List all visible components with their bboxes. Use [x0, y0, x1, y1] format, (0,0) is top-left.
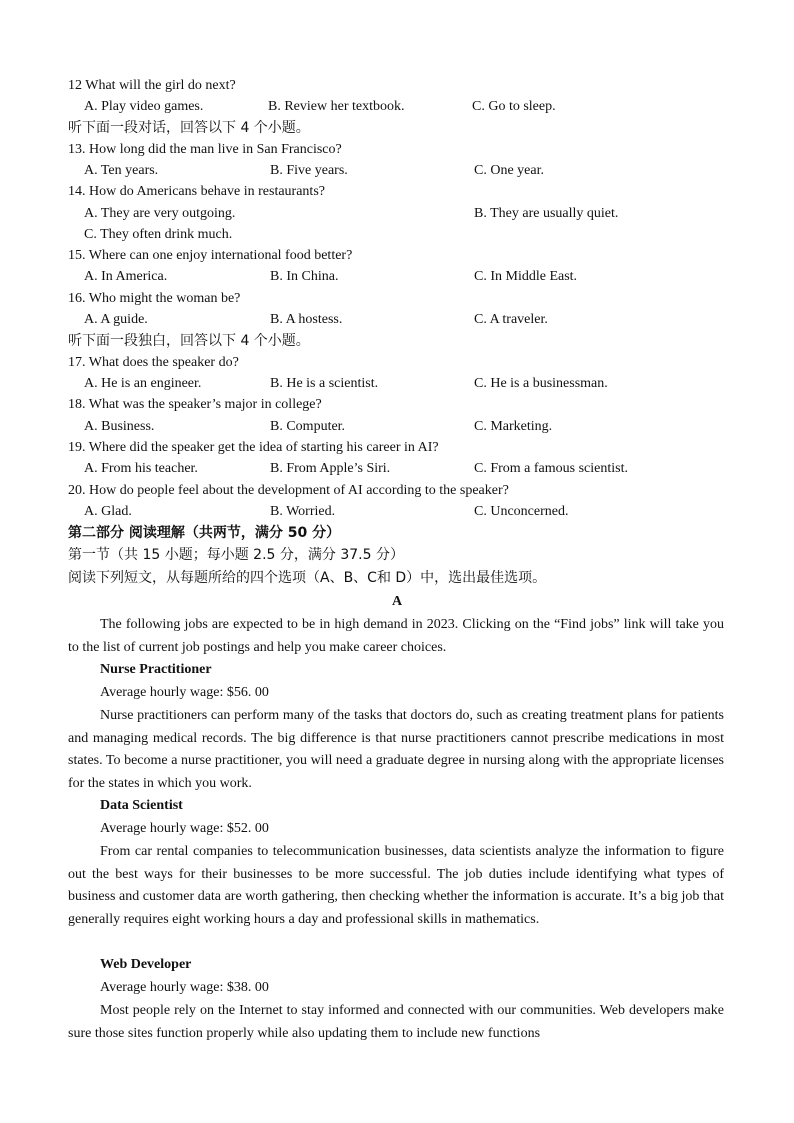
- question-18-option-c: C. Marketing.: [474, 419, 553, 434]
- job-wage-data-scientist: Average hourly wage: $52. 00: [100, 821, 269, 836]
- question-16-option-c: C. A traveler.: [474, 312, 548, 327]
- question-13-option-b: B. Five years.: [270, 163, 348, 178]
- question-16-stem: 16. Who might the woman be?: [68, 291, 241, 306]
- question-19-option-b: B. From Apple’s Siri.: [270, 461, 391, 476]
- question-12-option-a: A. Play video games.: [84, 99, 204, 114]
- question-13-option-c: C. One year.: [474, 163, 544, 178]
- job-wage-web-developer: Average hourly wage: $38. 00: [100, 980, 269, 995]
- question-13-option-a: A. Ten years.: [84, 163, 159, 178]
- question-19-option-c: C. From a famous scientist.: [474, 461, 628, 476]
- question-12-option-b: B. Review her textbook.: [268, 99, 405, 114]
- job-title-data-scientist: Data Scientist: [100, 798, 183, 813]
- question-16-option-a: A. A guide.: [84, 312, 148, 327]
- job-wage-nurse-practitioner: Average hourly wage: $56. 00: [100, 685, 269, 700]
- question-12-option-c: C. Go to sleep.: [472, 99, 556, 114]
- job-title-nurse-practitioner: Nurse Practitioner: [100, 662, 212, 677]
- question-20-stem: 20. How do people feel about the development of AI according to the speaker?: [68, 483, 509, 498]
- instruction-17-20: 听下面一段独白，回答以下 4 个小题。: [68, 333, 310, 349]
- question-15-option-b: B. In China.: [270, 269, 339, 284]
- question-14-option-b: B. They are usually quiet.: [474, 206, 619, 221]
- question-17-option-b: B. He is a scientist.: [270, 376, 379, 391]
- question-15-stem: 15. Where can one enjoy international food better?: [68, 248, 353, 263]
- question-17-option-a: A. He is an engineer.: [84, 376, 202, 391]
- question-18-option-b: B. Computer.: [270, 419, 346, 434]
- question-14-option-c: C. They often drink much.: [84, 227, 233, 242]
- question-14-stem: 14. How do Americans behave in restaurants?: [68, 184, 325, 199]
- question-15-option-c: C. In Middle East.: [474, 269, 578, 284]
- section-one-title: 第一节（共 15 小题；每小题 2.5 分，满分 37.5 分）: [68, 547, 404, 563]
- question-17-stem: 17. What does the speaker do?: [68, 355, 239, 370]
- question-20-option-c: C. Unconcerned.: [474, 504, 569, 519]
- job-title-web-developer: Web Developer: [100, 957, 192, 972]
- question-17-option-c: C. He is a businessman.: [474, 376, 608, 391]
- question-18-stem: 18. What was the speaker’s major in college?: [68, 397, 322, 412]
- job-description-data-scientist: From car rental companies to telecommunication businesses, data scientists analyze the information to figure out the best ways for their businesses to be more successful. The job duties include identifying what types of business and customer data are worth gathering, then checking whether the information is accurate. It’s a big job that generally requires eight working hours a day and professional skills in mathematics.: [68, 844, 724, 927]
- job-description-web-developer: Most people rely on the Internet to stay informed and connected with our communities. Web developers make sure those sites function properly while also updating them to include new functions: [68, 1003, 724, 1041]
- question-19-stem: 19. Where did the speaker get the idea of starting his career in AI?: [68, 440, 439, 455]
- question-13-stem: 13. How long did the man live in San Francisco?: [68, 142, 342, 157]
- reading-instruction: 阅读下列短文，从每题所给的四个选项（A、B、C和 D）中，选出最佳选项。: [68, 570, 547, 586]
- question-20-option-a: A. Glad.: [84, 504, 132, 519]
- instruction-13-16: 听下面一段对话，回答以下 4 个小题。: [68, 120, 310, 136]
- question-18-option-a: A. Business.: [84, 419, 155, 434]
- question-19-option-a: A. From his teacher.: [84, 461, 198, 476]
- question-14-option-a: A. They are very outgoing.: [84, 206, 236, 221]
- passage-letter: A: [391, 594, 403, 609]
- passage-intro: The following jobs are expected to be in high demand in 2023. Clicking on the “Find jobs” link will take you to the list of current job postings and help you make career choices.: [68, 617, 724, 655]
- question-12-stem: 12 What will the girl do next?: [68, 78, 236, 93]
- part-two-title: 第二部分 阅读理解（共两节，满分 50 分）: [68, 525, 341, 541]
- question-15-option-a: A. In America.: [84, 269, 168, 284]
- question-20-option-b: B. Worried.: [270, 504, 336, 519]
- job-description-nurse-practitioner: Nurse practitioners can perform many of the tasks that doctors do, such as creating treatment plans for patients and managing medical records. The big difference is that nurse practitioners cannot prescribe medications in most states. To become a nurse practitioner, you will need a graduate degree in nursing along with the appropriate licenses for the states in which you work.: [68, 708, 724, 791]
- question-16-option-b: B. A hostess.: [270, 312, 343, 327]
